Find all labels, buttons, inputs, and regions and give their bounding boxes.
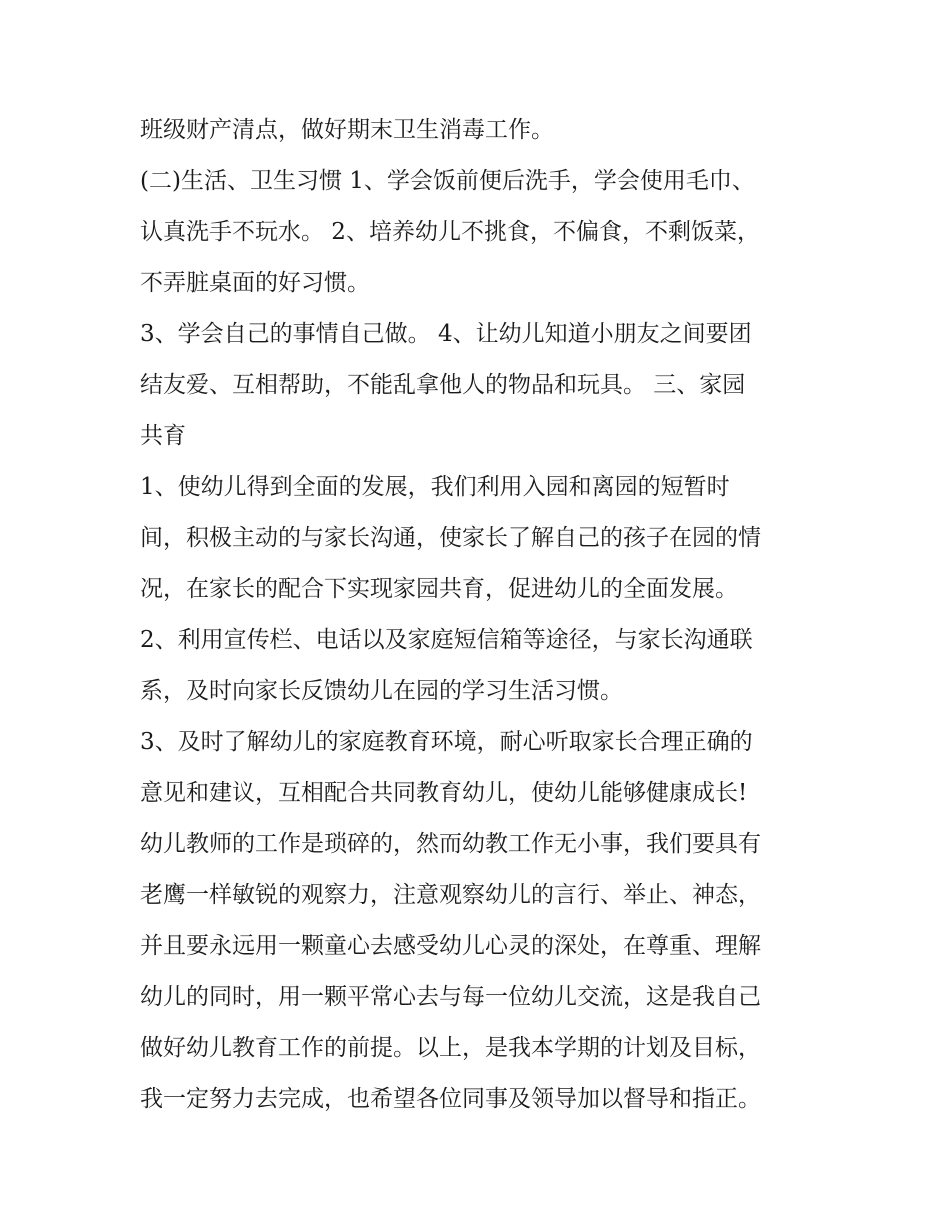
text-line: 班级财产清点，做好期末卫生消毒工作。 xyxy=(140,117,554,143)
text-line: 3、及时了解幼儿的家庭教育环境，耐心听取家长合理正确的 xyxy=(140,729,753,755)
text-line: 我一定努力去完成，也希望各位同事及领导加以督导和指正。 xyxy=(140,1086,761,1112)
text-line: 2、利用宣传栏、电话以及家庭短信箱等途径，与家长沟通联 xyxy=(140,627,753,653)
text-line: 间，积极主动的与家长沟通，使家长了解自己的孩子在园的情 xyxy=(140,525,761,551)
text-line: 结友爱、互相帮助，不能乱拿他人的物品和玩具。 三、家园 xyxy=(140,372,746,398)
text-line: 做好幼儿教育工作的前提。以上，是我本学期的计划及目标， xyxy=(140,1035,761,1061)
text-line: 幼儿的同时，用一颗平常心去与每一位幼儿交流，这是我自己 xyxy=(140,984,761,1010)
text-line: 3、学会自己的事情自己做。 4、让幼儿知道小朋友之间要团 xyxy=(140,321,752,347)
text-line: 1、使幼儿得到全面的发展，我们利用入园和离园的短暂时 xyxy=(140,474,730,500)
text-line: 系，及时向家长反馈幼儿在园的学习生活习惯。 xyxy=(140,678,623,704)
text-line: 并且要永远用一颗童心去感受幼儿心灵的深处，在尊重、理解 xyxy=(140,933,761,959)
text-line: 意见和建议，互相配合共同教育幼儿，使幼儿能够健康成长! xyxy=(140,780,748,806)
text-line: 况，在家长的配合下实现家园共育，促进幼儿的全面发展。 xyxy=(140,576,738,602)
text-line: 幼儿教师的工作是琐碎的，然而幼教工作无小事，我们要具有 xyxy=(140,831,761,857)
text-line: (二)生活、卫生习惯 1、学会饭前便后洗手，学会使用毛巾、 xyxy=(140,168,755,194)
text-line: 老鹰一样敏锐的观察力，注意观察幼儿的言行、举止、神态， xyxy=(140,882,761,908)
text-line: 不弄脏桌面的好习惯。 xyxy=(140,270,370,296)
text-line: 共育 xyxy=(140,423,186,449)
text-line: 认真洗手不玩水。 2、培养幼儿不挑食，不偏食，不剩饭菜， xyxy=(140,219,760,245)
